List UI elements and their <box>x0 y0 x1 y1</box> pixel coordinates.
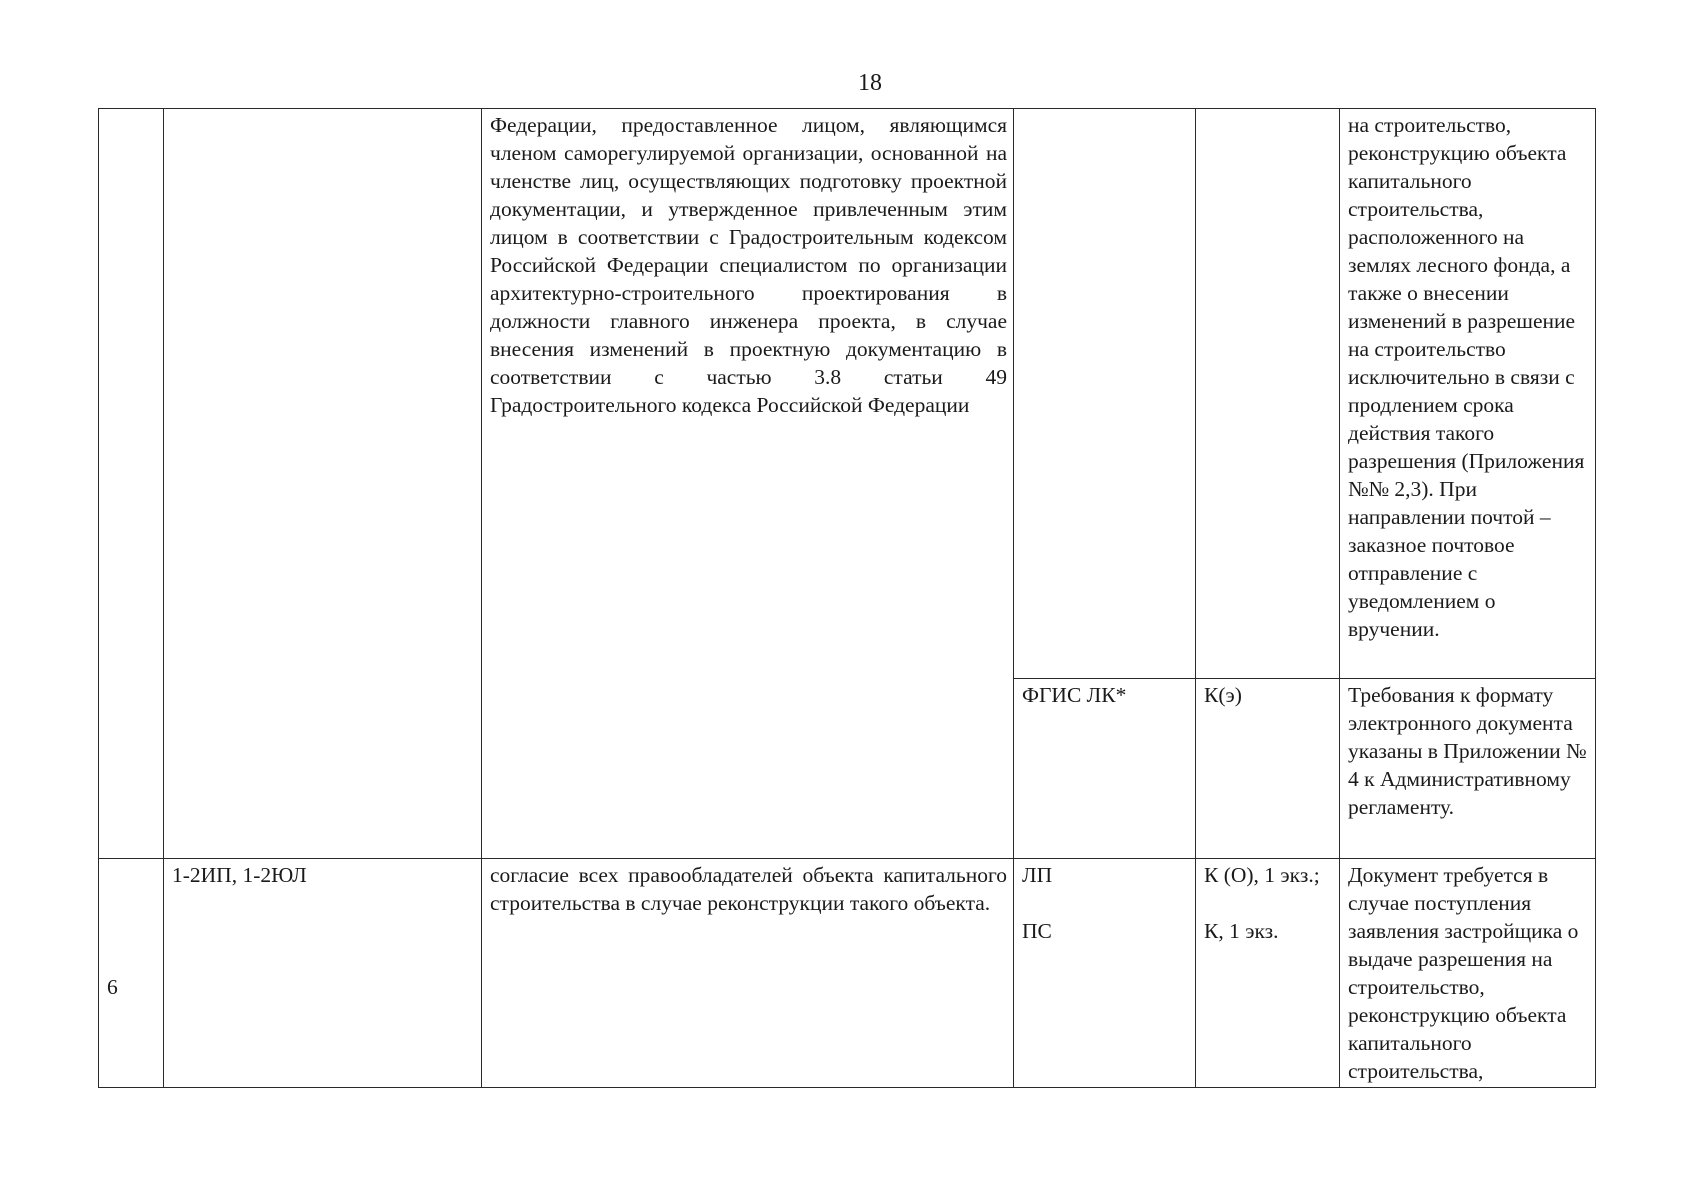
cell-codes-empty <box>164 109 482 859</box>
cell-number: 6 <box>99 859 164 1088</box>
page-number: 18 <box>858 70 882 96</box>
requirements-table <box>98 108 1596 1088</box>
cell-note-electronic: Требования к формату электронного документа указаны в Приложении № 4 к Административному регламенту. <box>1340 679 1596 859</box>
cell-form: К(э) <box>1196 679 1340 859</box>
cell-source: ФГИС ЛК* <box>1014 679 1196 859</box>
cell-forms: К (О), 1 экз.; К, 1 экз. <box>1196 859 1340 1088</box>
cell-description: согласие всех правообладателей объекта капитального строительства в случае реконструкции такого объекта. <box>482 859 1014 1088</box>
cell-number-empty <box>99 109 164 859</box>
table-row-6 <box>99 859 1596 1088</box>
note-part-3: (Приложения №№ 2,3). При направлении почтой – заказное почтовое отправление с уведомлением о вручении. <box>1348 449 1585 641</box>
cell-codes: 1-2ИП, 1-2ЮЛ <box>164 859 482 1088</box>
cell-form-empty <box>1196 109 1340 679</box>
note-part-2: исключительно в связи с продлением срока действия такого разрешения <box>1348 365 1575 473</box>
cell-description: Федерации, предоставленное лицом, являющимся членом саморегулируемой организации, основанной на членстве лиц, осуществляющих подготовку проектной документации, и утвержденное привлеченным этим лицом в соответствии с Градостроительным кодексом Российской Федерации специалистом по организации архитектурно-строительного проектирования в должности главного инженера проекта, в случае внесения изменений в проектную документацию в соответствии с частью 3.8 статьи 49 Градостроительного кодекса Российской Федерации <box>482 109 1014 859</box>
cell-note: Документ требуется в случае поступления заявления застройщика о выдаче разрешения на строительство, реконструкцию объекта капитального строительства, <box>1340 859 1596 1088</box>
table-row-continuation <box>99 109 1596 679</box>
cell-source-empty <box>1014 109 1196 679</box>
cell-sources: ЛП ПС <box>1014 859 1196 1088</box>
cell-note <box>1340 109 1596 679</box>
note-part-1: на строительство, реконструкцию объекта капитального строительства, расположенного на землях лесного фонда, а также о внесении изменений в разрешение на строительство <box>1348 113 1576 361</box>
